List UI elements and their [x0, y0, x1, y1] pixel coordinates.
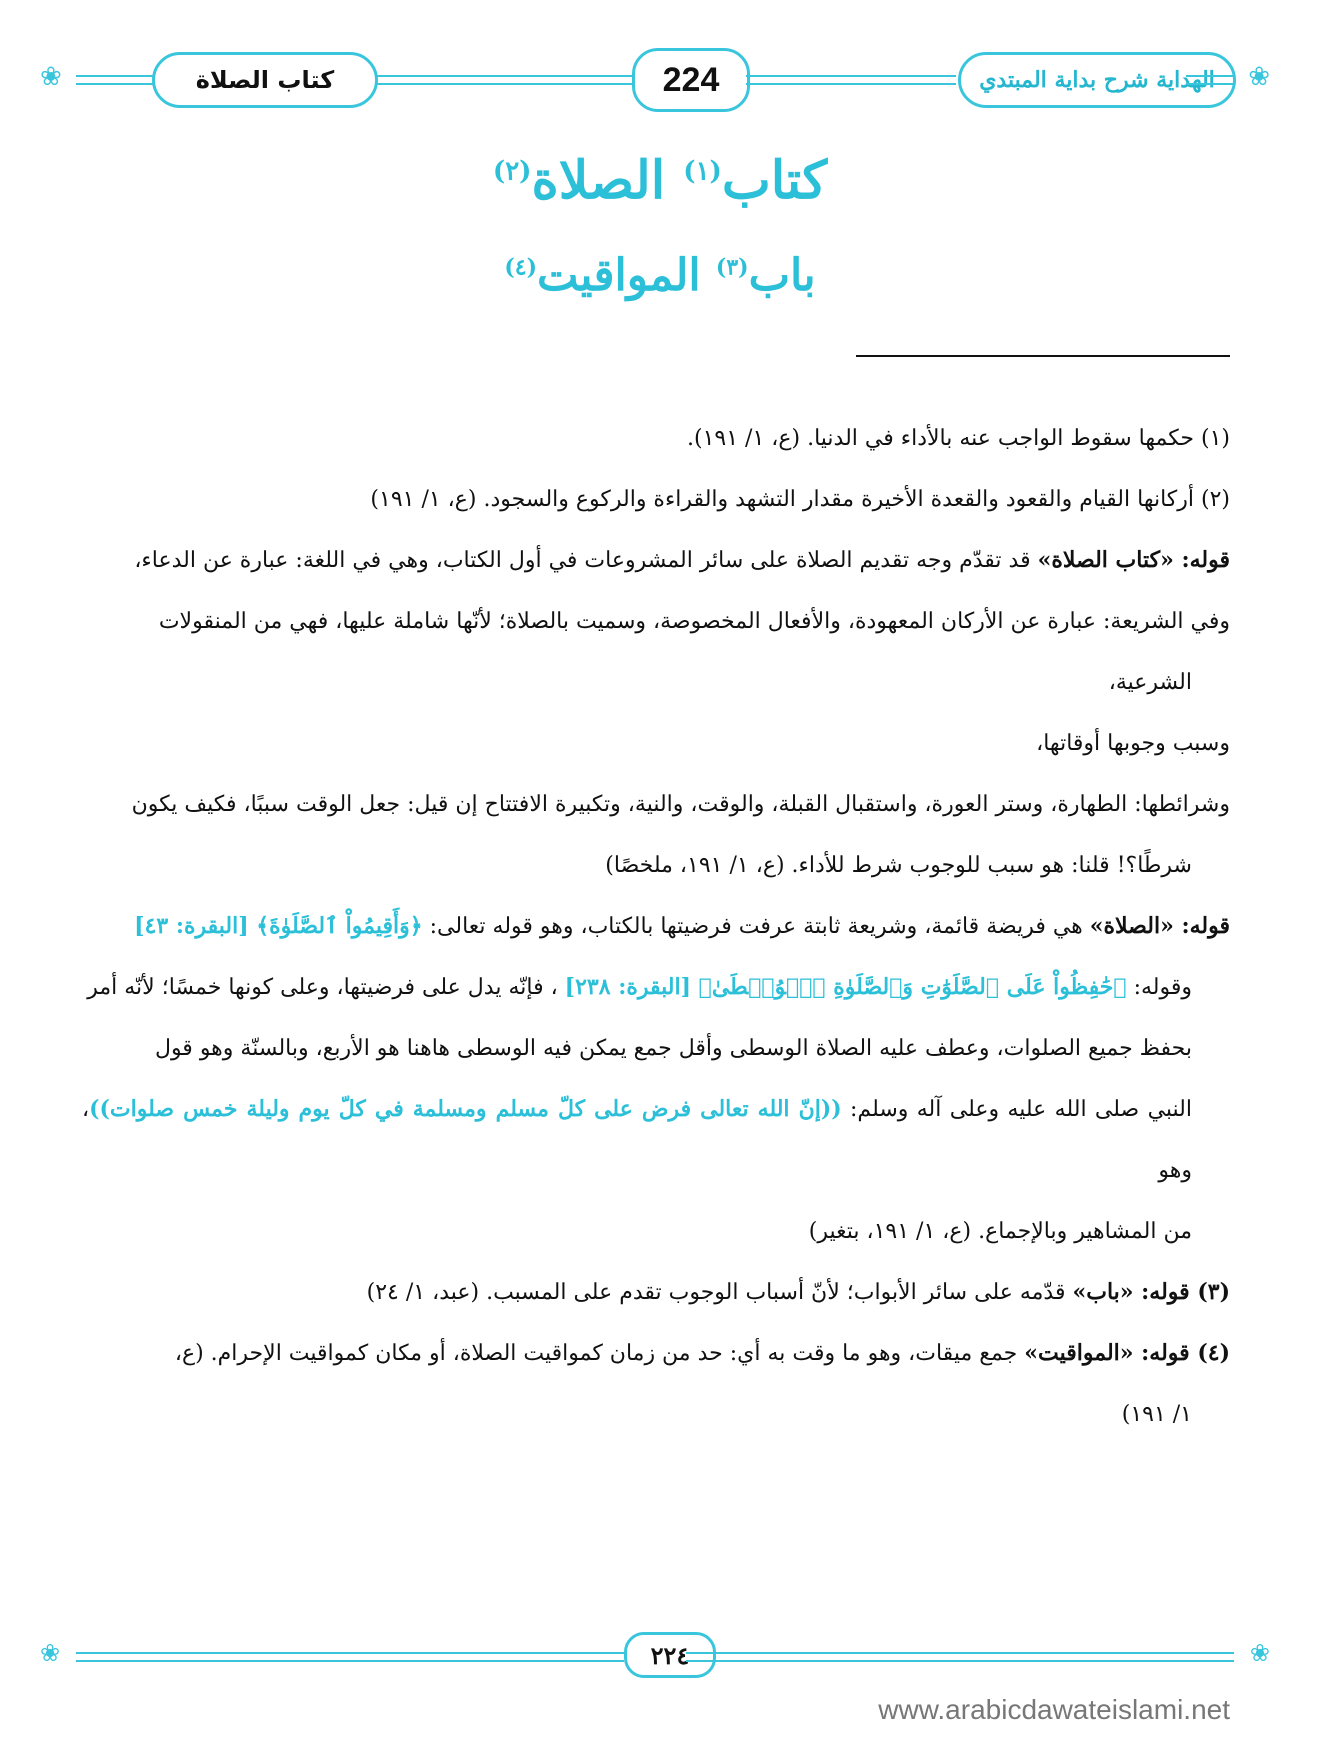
- footnotes-body: [82, 408, 1230, 1445]
- footnote-text: من المشاهير وبالإجماع. (ع، ١/ ١٩١، بتغير): [808, 1219, 1192, 1244]
- footnote-paragraph: [82, 1384, 1230, 1445]
- chapter-title: كتاب الصلاة: [152, 52, 378, 108]
- quote-text: ﴿وَأَقِيمُواْ ٱلصَّلَوٰةَ﴾ [البقرة: ٤٣]: [134, 913, 423, 939]
- footnote-text: جمع ميقات، وهو ما وقت به أي: حد من زمان كمواقيت الصلاة، أو مكان كمواقيت الإحرام. (ع،: [174, 1341, 1025, 1366]
- heading-word: باب: [748, 250, 816, 301]
- header-rule: [375, 75, 633, 85]
- website-watermark: www.arabicdawateislami.net: [878, 1694, 1230, 1725]
- footnote-ref: (١): [683, 156, 722, 187]
- footnote-ref: (٤): [504, 254, 538, 281]
- footnote-paragraph: [82, 469, 1230, 530]
- footnote-paragraph: [82, 896, 1230, 957]
- footnote-text: وسبب وجوبها أوقاتها،: [1036, 731, 1230, 756]
- arabic-page-number: ٢٢٤: [624, 1632, 716, 1678]
- footnote-lemma: (٣) قوله: «باب»: [1072, 1279, 1230, 1305]
- footnote-paragraph: [82, 530, 1230, 591]
- footnote-text: ١/ ١٩١): [1121, 1402, 1192, 1427]
- footnote-text: وقوله:: [1126, 975, 1192, 1000]
- footnote-separator: [856, 355, 1230, 357]
- footnote-lemma: (٤) قوله: «المواقيت»: [1024, 1340, 1230, 1366]
- quote-text: ((إنّ الله تعالى فرض على كلّ مسلم ومسلمة في كلّ يوم وليلة خمس صلوات)): [89, 1096, 842, 1122]
- footnote-text: هي فريضة قائمة، وشريعة ثابتة عرفت فرضيتها بالكتاب، وهو قوله تعالى:: [422, 914, 1090, 939]
- footnote-text: بحفظ جميع الصلوات، وعطف عليه الصلاة الوسطى وأقل جمع يمكن فيه الوسطى هاهنا هو الأربع، وبالسنّة وهو قول: [154, 1036, 1192, 1061]
- footnote-paragraph: [82, 774, 1230, 835]
- header-rule: [1186, 75, 1234, 85]
- footnote-lemma: قوله: «كتاب الصلاة»: [1037, 547, 1230, 573]
- footnote-lemma: قوله: «الصلاة»: [1089, 913, 1230, 939]
- heading-word: المواقيت: [537, 250, 716, 301]
- header-rule: [746, 75, 956, 85]
- footnote-paragraph: [82, 1201, 1230, 1262]
- footnote-text: الشرعية،: [1108, 670, 1192, 695]
- footnote-paragraph: [82, 1079, 1230, 1201]
- chapter-heading: [0, 250, 1320, 301]
- footnote-text: ، وهو: [82, 1097, 1192, 1183]
- header-rule: [76, 75, 154, 85]
- footnote-paragraph: [82, 1018, 1230, 1079]
- page-header: [40, 48, 1270, 110]
- footnote-text: (٢) أركانها القيام والقعود والقعدة الأخيرة مقدار التشهد والقراءة والركوع والسجود. (ع، ١/ ١٩١): [370, 487, 1230, 512]
- heading-word: كتاب: [721, 150, 828, 211]
- footnote-text: ، فإنّه يدل على فرضيتها، وعلى كونها خمسًا؛ لأنّه أمر: [87, 975, 565, 1000]
- footnote-text: وفي الشريعة: عبارة عن الأركان المعهودة، والأفعال المخصوصة، وسميت بالصلاة؛ لأنّها شاملة عليها، فهي من المنقولات: [158, 609, 1230, 634]
- book-heading: [0, 150, 1320, 211]
- book-title: الهداية شرح بداية المبتدي: [958, 52, 1236, 108]
- footnote-paragraph: [82, 591, 1230, 652]
- footnote-paragraph: [82, 713, 1230, 774]
- heading-word: الصلاة: [531, 150, 684, 211]
- quote-text: ﴿حَٰفِظُواْ عَلَى ٱلصَّلَوَٰتِ وَٱلصَّلَوٰةِ ٱلۡوُسۡطَىٰ﴾ [البقرة: ٢٣٨]: [564, 974, 1127, 1000]
- footnote-paragraph: [82, 957, 1230, 1018]
- flourish-right-icon: ❀: [1248, 62, 1270, 92]
- footnote-text: شرطًا؟! قلنا: هو سبب للوجوب شرط للأداء. (ع، ١/ ١٩١، ملخصًا): [605, 853, 1192, 878]
- footnote-text: (١) حكمها سقوط الواجب عنه بالأداء في الدنيا. (ع، ١/ ١٩١).: [687, 426, 1230, 451]
- flourish-left-icon: ❀: [40, 62, 62, 92]
- footnote-text: وشرائطها: الطهارة، وستر العورة، واستقبال القبلة، والوقت، والنية، وتكبيرة الافتتاح إن قيل: جعل الوقت سببًا، فكيف يكون: [131, 792, 1230, 817]
- page-footer: [40, 1632, 1270, 1678]
- page-number: 224: [632, 48, 750, 112]
- footnote-paragraph: [82, 835, 1230, 896]
- footnote-paragraph: [82, 1262, 1230, 1323]
- footer-rule: [686, 1652, 1234, 1662]
- footnote-text: قد تقدّم وجه تقديم الصلاة على سائر المشروعات في أول الكتاب، وهي في اللغة: عبارة عن الدعاء،: [134, 548, 1038, 573]
- footnote-paragraph: [82, 408, 1230, 469]
- footnote-ref: (٣): [715, 254, 749, 281]
- footnote-ref: (٢): [492, 156, 532, 187]
- flourish-left-icon: ❀: [40, 1639, 61, 1667]
- footer-rule: [76, 1652, 624, 1662]
- footnote-text: النبي صلى الله عليه وعلى آله وسلم:: [841, 1097, 1193, 1122]
- footnote-paragraph: [82, 1323, 1230, 1384]
- footnote-paragraph: [82, 652, 1230, 713]
- footnote-text: قدّمه على سائر الأبواب؛ لأنّ أسباب الوجوب تقدم على المسبب. (عبد، ١/ ٢٤): [366, 1280, 1073, 1305]
- flourish-right-icon: ❀: [1249, 1639, 1270, 1667]
